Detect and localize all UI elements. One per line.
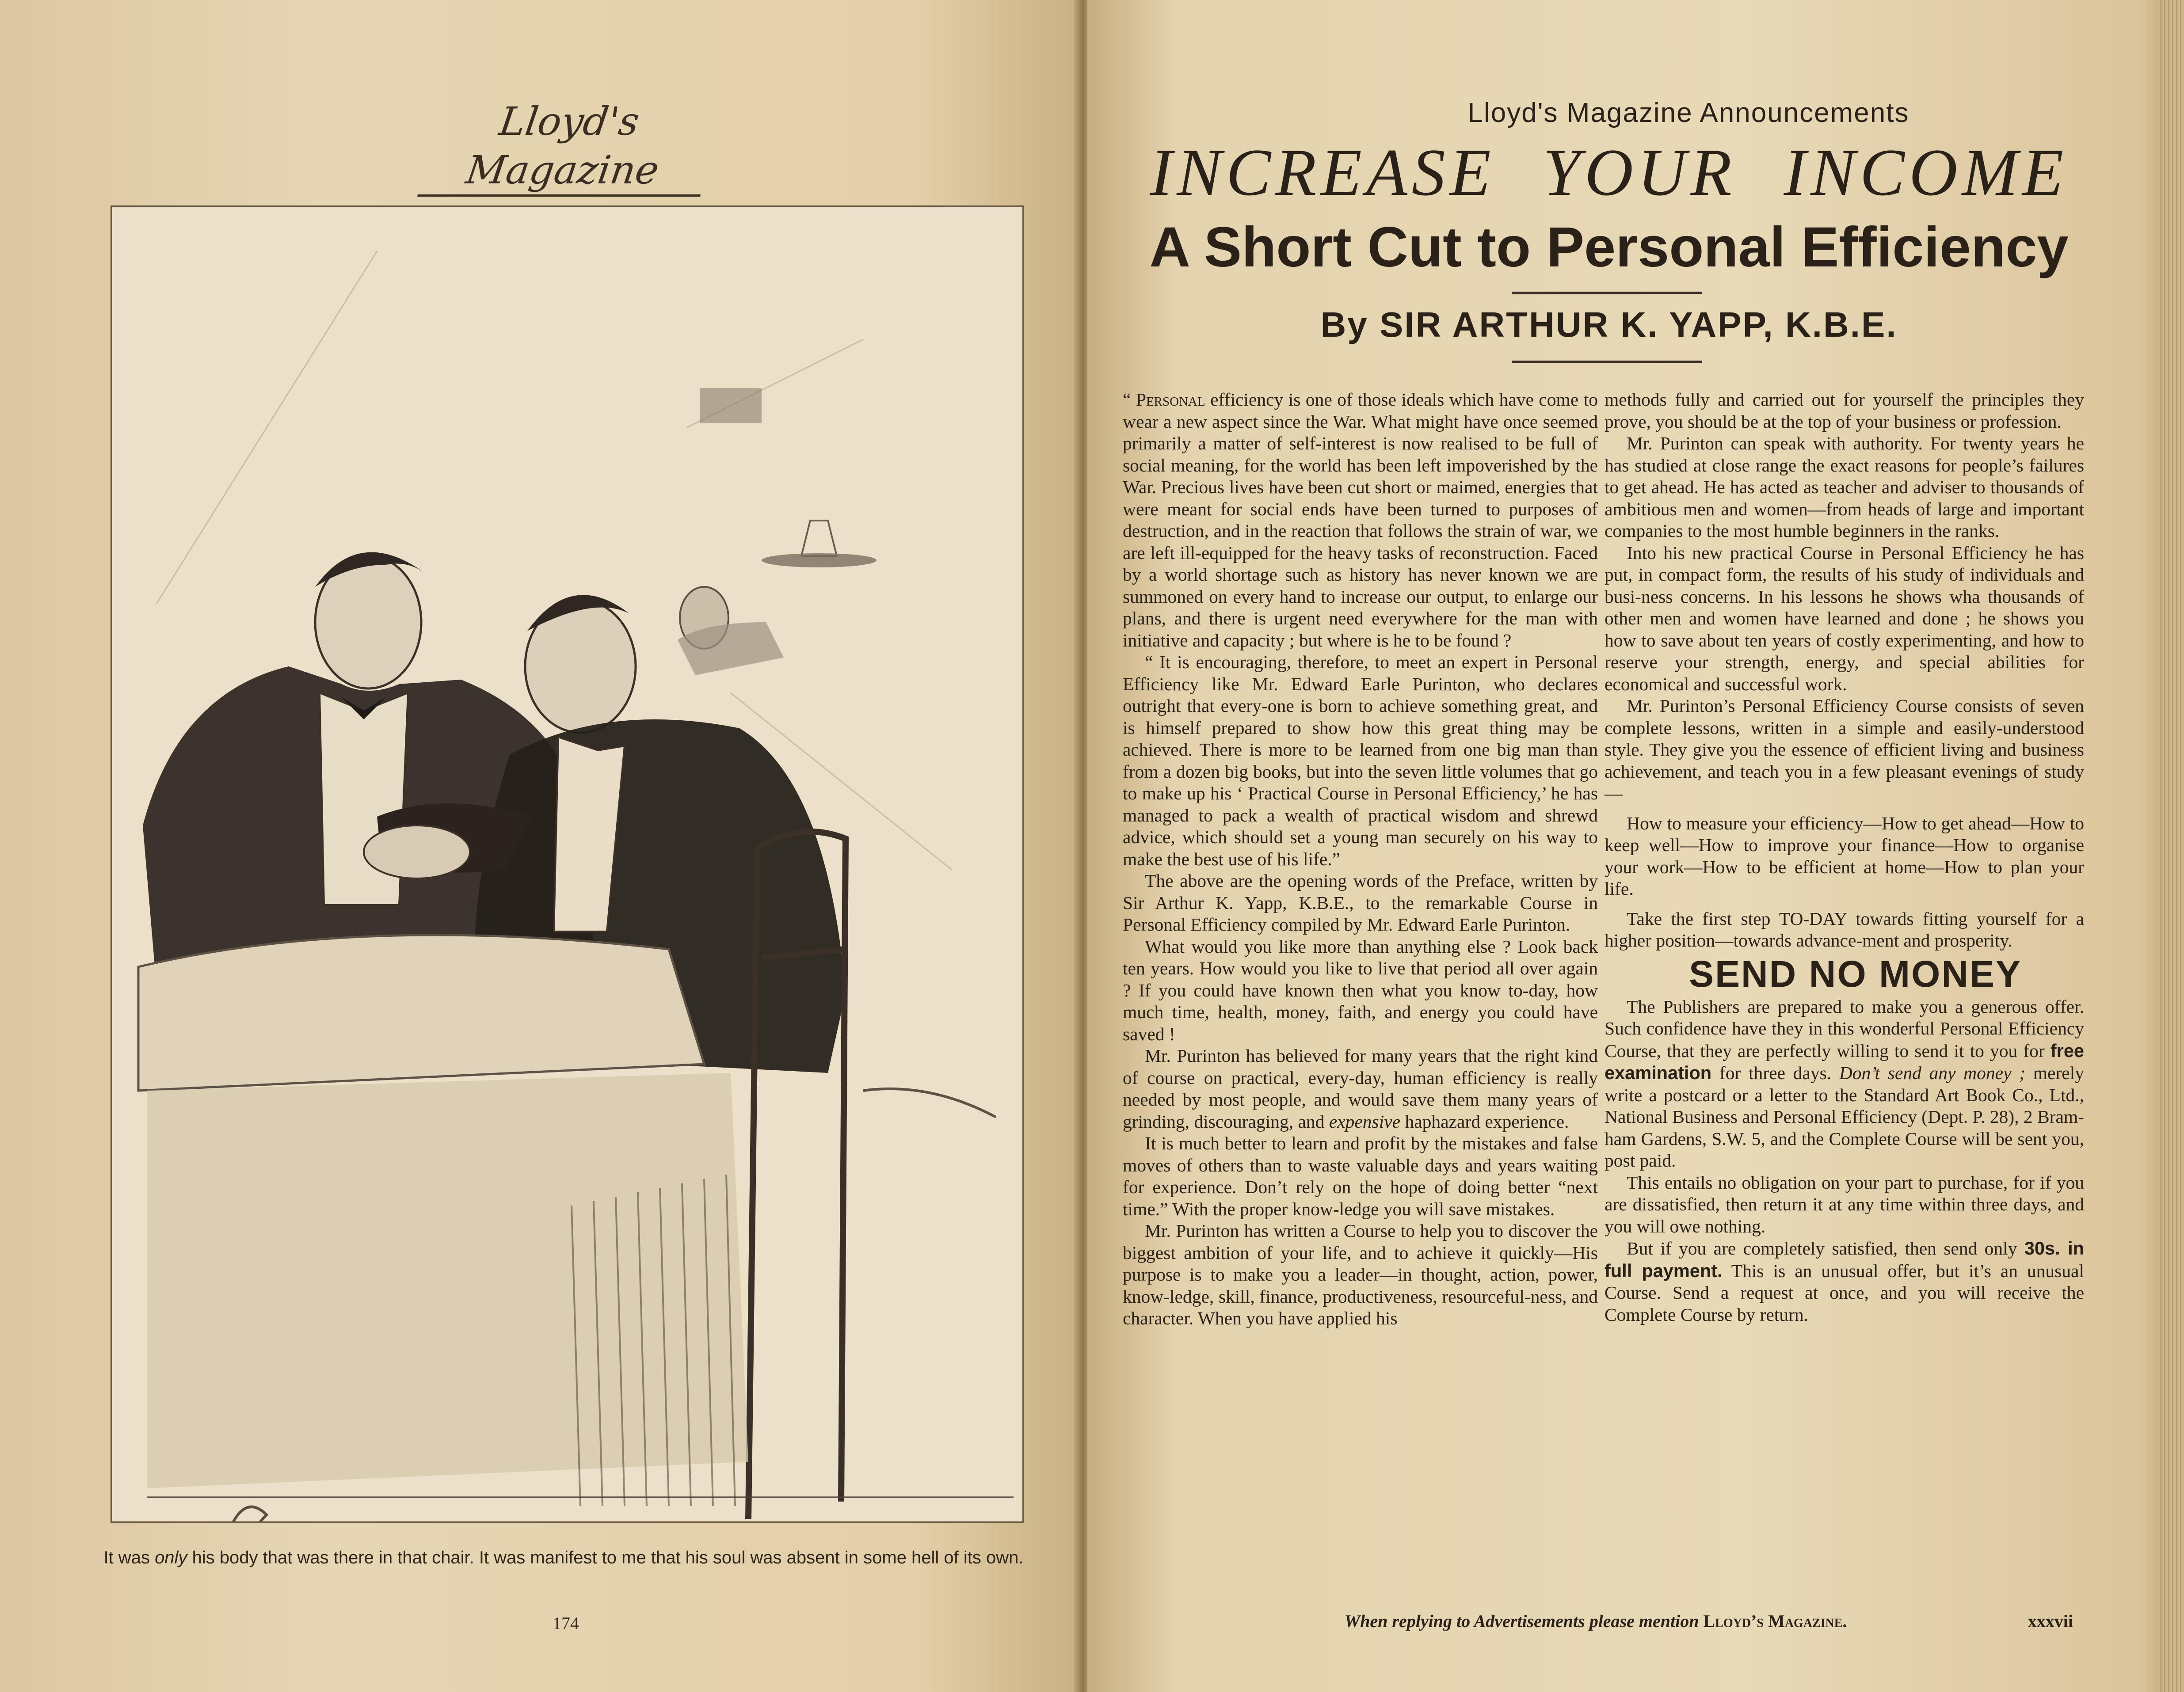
caption-emphasis: only — [155, 1548, 187, 1567]
section-header: Lloyd's Magazine Announcements — [1467, 98, 1910, 128]
paragraph: Mr. Purinton has written a Course to help you to discover the biggest ambition of your life, and to achieve it quickly—His purpose is to make you a leader—in thought, action, power, know-ledge, skill, finance, productiveness, resourceful-ness, and character. When you have applied his — [1123, 1221, 1598, 1328]
magazine-logo: Lloyd's Magazine — [417, 97, 714, 197]
article-column-left — [1123, 389, 1598, 1330]
illustration — [111, 205, 1024, 1523]
paragraph: Mr. Purinton can speak with authority. For twenty years he has studied at close range the exact reasons for people’s failures to get ahead. He has acted as teacher and adviser to thousands of ambitious men and women—from heads of large and important companies to the most humble beginners in the ranks. — [1605, 433, 2084, 541]
paragraph: It is much better to learn and profit by the mistakes and false moves of others than to waste valuable days and years waiting for experience. Don’t rely on the hope of doing better “next time.” With the proper know-ledge you will save mistakes. — [1123, 1133, 1598, 1219]
paragraph: But if you are completely satisfied, then send only 30s. in full payment. This is an unusual offer, but it’s an unusual Course. Send a request at once, and you will receive the Complete Course by return. — [1605, 1238, 2084, 1325]
illustration-drawing — [112, 207, 1022, 1521]
byline: By SIR ARTHUR K. YAPP, K.B.E. — [1320, 305, 1898, 344]
paragraph: Mr. Purinton’s Personal Efficiency Course consists of seven complete lessons, written in a simple and easily-understood style. They give you the essence of efficient living and business achievement, and teach you in a few pleasant evenings of study— — [1605, 696, 2084, 803]
footer-note: When replying to Advertisements please mention Lloyd’s Magazine. — [1344, 1611, 1847, 1631]
page-number-left: 174 — [553, 1613, 579, 1633]
paragraph: How to measure your efficiency—How to get ahead—How to keep well—How to improve your finance—How to organise your work—How to be efficient at home—How to plan your life. — [1605, 813, 2084, 899]
rule-top — [1512, 292, 1702, 294]
paragraph: Take the first step TO-DAY towards fitting yourself for a higher position—towards advance-ment and prosperity. — [1605, 908, 2084, 951]
page-edges — [2157, 0, 2184, 1692]
rule-bottom — [1512, 361, 1702, 363]
page-number-right: xxxvii — [2028, 1611, 2073, 1631]
send-no-money-heading: SEND NO MONEY — [1689, 953, 2022, 995]
paragraph: methods fully and carried out for yourself the principles they prove, you should be at the top of your business or profession. — [1605, 389, 2084, 432]
illustration-caption — [97, 1547, 1030, 1569]
subheadline: A Short Cut to Personal Efficiency — [1149, 216, 2069, 279]
caption-text-end: his body that was there in that chair. It was manifest to me that his soul was absent in some hell of its own. — [187, 1548, 1024, 1567]
left-page — [0, 0, 1079, 1692]
right-page — [1087, 0, 2184, 1692]
paragraph: “ Personal efficiency is one of those ideals which have come to wear a new aspect since the War. What might have once seemed primarily a matter of self-interest is now realised to be full of social meaning, for the world has been left impoverished by the War. Precious lives have been cut short or maimed, energies that were meant for social ends have been turned to purposes of destruction, and in the reaction that follows the strain of war, we are left ill-equipped for the heavy tasks of reconstruction. Faced by a world shortage such as history has never known we are summoned on every hand to increase our output, to enlarge our plans, and there is urgent need everywhere for the man with initiative and capacity ; but where is he to be found ? — [1123, 389, 1598, 650]
article-column-right — [1605, 389, 2084, 1326]
paragraph: This entails no obligation on your part to purchase, for if you are dissatisfied, then return it at any time within three days, and you will owe nothing. — [1605, 1172, 2084, 1236]
background-lamp — [700, 388, 762, 423]
paragraph: Mr. Purinton has believed for many years that the right kind of course on practical, every-day, human efficiency is really needed by most people, and would save them many years of grinding, discouraging, and expensive haphazard experience. — [1123, 1046, 1598, 1132]
paragraph: Into his new practical Course in Personal Efficiency he has put, in compact form, the results of his study of individuals and busi-ness concerns. In his lessons he shows wha thousands of other men and women have learned and done ; he shows you how to save about ten years of costly experimenting, and how to reserve your strength, energy, and special abilities for economical and successful work. — [1605, 542, 2084, 694]
paragraph: The above are the opening words of the Preface, written by Sir Arthur K. Yapp, K.B.E., to the remarkable Course in Personal Efficiency compiled by Mr. Edward Earle Purinton. — [1123, 871, 1598, 935]
caption-text-start: It was — [103, 1548, 155, 1567]
headline: INCREASE YOUR INCOME — [1150, 135, 2068, 209]
paragraph: “ It is encouraging, therefore, to meet an expert in Personal Efficiency like Mr. Edward Earle Purinton, who declares outright that every-one is born to achieve something great, and is himself prepared to show how this great thing may be achieved. There is more to be learned from one big man than from a dozen big books, but into the seven little volumes that go to make up his ‘ Practical Course in Personal Efficiency,’ he has managed to pack a wealth of practical wisdom and shrewd advice, which should set a young man securely on his way to make the best use of his life.” — [1123, 652, 1598, 869]
paragraph: What would you like more than anything else ? Look back ten years. How would you like to live that period all over again ? If you could have known then what you know to-day, how much time, health, money, faith, and energy you could have saved ! — [1123, 936, 1598, 1044]
paragraph: The Publishers are prepared to make you a generous offer. Such confidence have they in this wonderful Personal Efficiency Course, that they are perfectly willing to send it to you for free examination for three days. Don’t send any money ; merely write a postcard or a letter to the Standard Art Book Co., Ltd., National Business and Personal Efficiency (Dept. P. 28), 2 Bram-ham Gardens, S.W. 5, and the Complete Course will be sent you, post paid. — [1605, 996, 2084, 1171]
